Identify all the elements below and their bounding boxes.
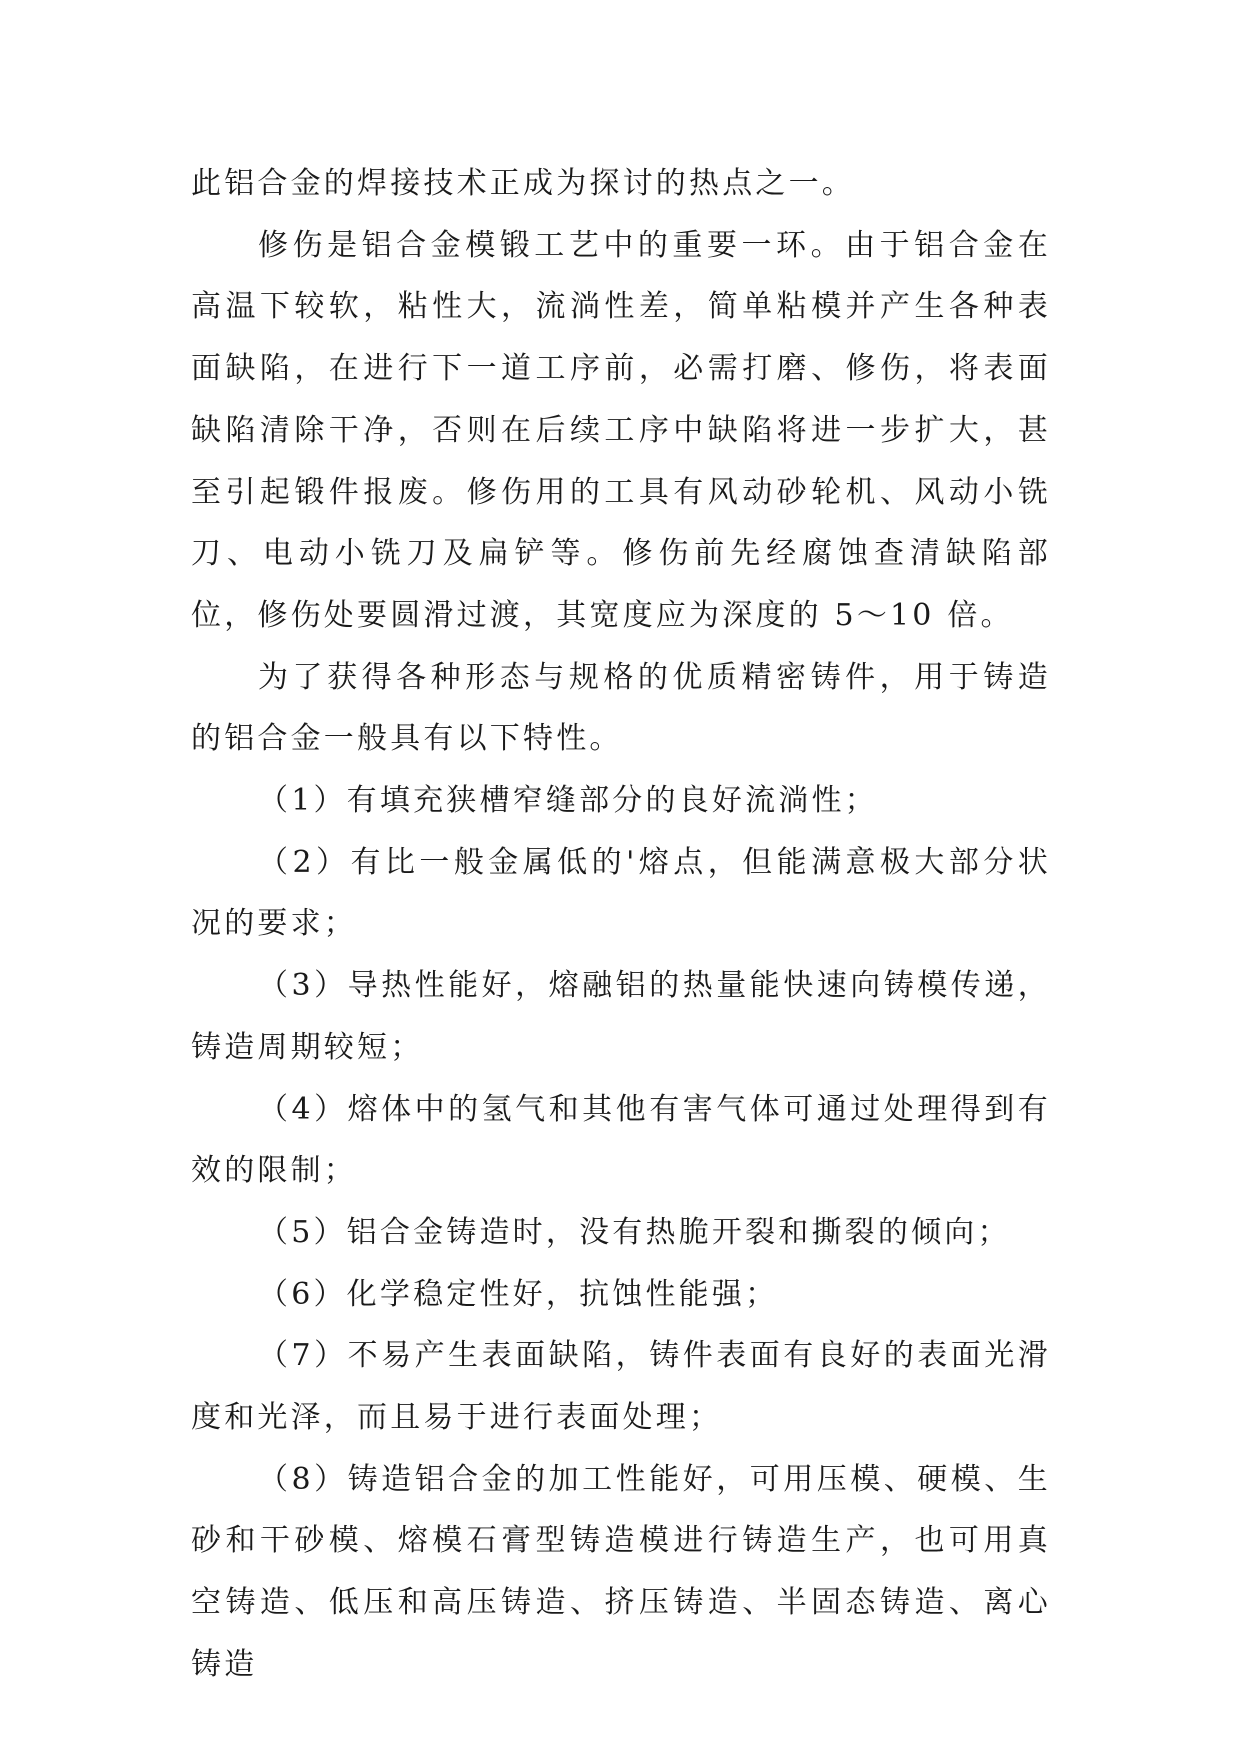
paragraph-continuation: 此铝合金的焊接技术正成为探讨的热点之一。 — [191, 166, 855, 201]
paragraph-trimming: 修伤是铝合金模锻工艺中的重要一环。由于铝合金在高温下较软，粘性大，流淌性差，简单粘模并产生各种表面缺陷，在进行下一道工序前，必需打磨、修伤，将表面缺陷清除干净，否则在后续工序中缺陷将进一步扩大，甚至引起锻件报废。修伤用的工具有风动砂轮机、风动小铣刀、电动小铣刀及扁铲等。修伤前先经腐蚀查清缺陷部位，修伤处要圆滑过渡，其宽度应为深度的 5～10 倍。 — [191, 227, 1051, 633]
list-item-4: （4）熔体中的氢气和其他有害气体可通过处理得到有效的限制； — [191, 1091, 1051, 1189]
list-item-7: （7）不易产生表面缺陷，铸件表面有良好的表面光滑度和光泽，而且易于进行表面处理； — [191, 1338, 1051, 1436]
list-item-1: （1）有填充狭槽窄缝部分的良好流淌性； — [258, 783, 878, 819]
body-text — [191, 153, 1051, 1696]
paragraph-casting-intro: 为了获得各种形态与规格的优质精密铸件，用于铸造的铝合金一般具有以下特性。 — [191, 659, 1051, 757]
list-item-6: （6）化学稳定性好，抗蚀性能强； — [258, 1276, 779, 1312]
list-item-2: （2）有比一般金属低的'熔点，但能满意极大部分状况的要求； — [191, 844, 1051, 942]
list-item-5: （5）铝合金铸造时，没有热脆开裂和撕裂的倾向； — [258, 1214, 1011, 1250]
list-item-8: （8）铸造铝合金的加工性能好，可用压模、硬模、生砂和干砂模、熔模石膏型铸造模进行铸造生产，也可用真空铸造、低压和高压铸造、挤压铸造、半固态铸造、离心铸造 — [191, 1461, 1051, 1682]
list-item-3: （3）导热性能好，熔融铝的热量能快速向铸模传递，铸造周期较短； — [191, 968, 1051, 1065]
